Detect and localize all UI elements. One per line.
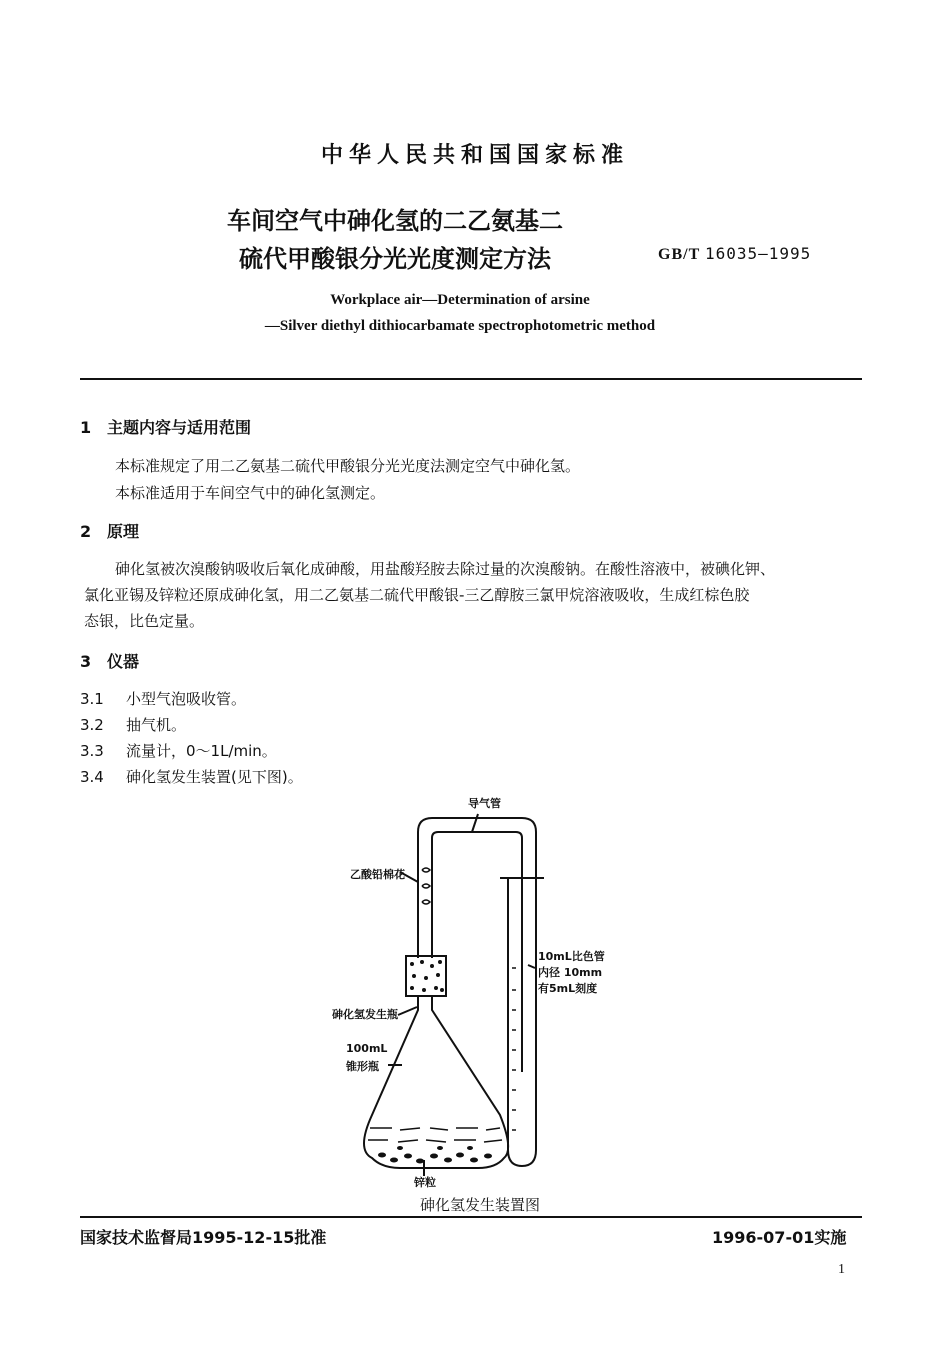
section-1-paragraph-2: 本标准适用于车间空气中的砷化氢测定。 <box>115 484 386 502</box>
standard-number: 16035—1995 <box>704 244 812 263</box>
section-number: 3 <box>80 652 92 671</box>
title-en-line2: —Silver diethyl dithiocarbamate spectrophotometric method <box>264 318 656 334</box>
item-number: 3.1 <box>80 690 104 708</box>
section-2-line-1: 砷化氢被次溴酸钠吸收后氧化成砷酸，用盐酸羟胺去除过量的次溴酸钠。在酸性溶液中，被碘化钾、 <box>115 560 776 578</box>
label-lead-acetate-cotton: 乙酸铅棉花 <box>350 868 405 881</box>
footer-rule <box>80 1216 862 1218</box>
page-number: 1 <box>838 1262 845 1277</box>
label-flask-line2: 锥形瓶 <box>346 1060 379 1073</box>
section-1-paragraph-1: 本标准规定了用二乙氨基二硫代甲酸银分光光度法测定空气中砷化氢。 <box>115 457 581 475</box>
section-title: 原理 <box>107 522 140 541</box>
approval-date: 国家技术监督局1995-12-15批准 <box>80 1228 327 1247</box>
issuing-organization: 中华人民共和国国家标准 <box>320 143 629 168</box>
label-zinc-granules: 锌粒 <box>414 1176 436 1189</box>
item-number: 3.2 <box>80 716 104 734</box>
label-tube-line1: 10mL比色管 <box>538 950 605 963</box>
item-text: 小型气泡吸收管。 <box>126 690 247 708</box>
item-text: 流量计，0～1L/min。 <box>126 742 277 760</box>
effective-date: 1996-07-01实施 <box>712 1228 847 1247</box>
section-number: 2 <box>80 522 92 541</box>
section-2-line-2: 氯化亚锡及锌粒还原成砷化氢，用二乙氨基二硫代甲酸银-三乙醇胺三氯甲烷溶液吸收，生成红棕色胶 <box>84 586 750 604</box>
label-gas-tube: 导气管 <box>468 797 501 810</box>
title-en-line1: Workplace air—Determination of arsine <box>330 292 590 308</box>
title-cn-line1: 车间空气中砷化氢的二乙氨基二 <box>227 207 563 235</box>
item-text: 抽气机。 <box>126 716 187 734</box>
gas-tube-outer <box>418 818 536 958</box>
item-text: 砷化氢发生装置(见下图)。 <box>126 768 303 786</box>
section-title: 主题内容与适用范围 <box>107 418 252 437</box>
figure-caption: 砷化氢发生装置图 <box>419 1196 540 1214</box>
label-tube-line3: 有5mL刻度 <box>538 982 598 995</box>
standard-prefix: GB/T <box>658 246 700 263</box>
item-number: 3.4 <box>80 768 104 786</box>
item-number: 3.3 <box>80 742 104 760</box>
label-flask-line1: 100mL <box>346 1042 388 1055</box>
section-2-line-3: 态银，比色定量。 <box>84 612 205 630</box>
label-generator-bottle: 砷化氢发生瓶 <box>332 1008 398 1021</box>
section-number: 1 <box>80 418 92 437</box>
section-title: 仪器 <box>107 652 140 671</box>
label-tube-line2: 内径 10mm <box>538 966 603 979</box>
title-cn-line2: 硫代甲酸银分光光度测定方法 <box>239 245 551 273</box>
